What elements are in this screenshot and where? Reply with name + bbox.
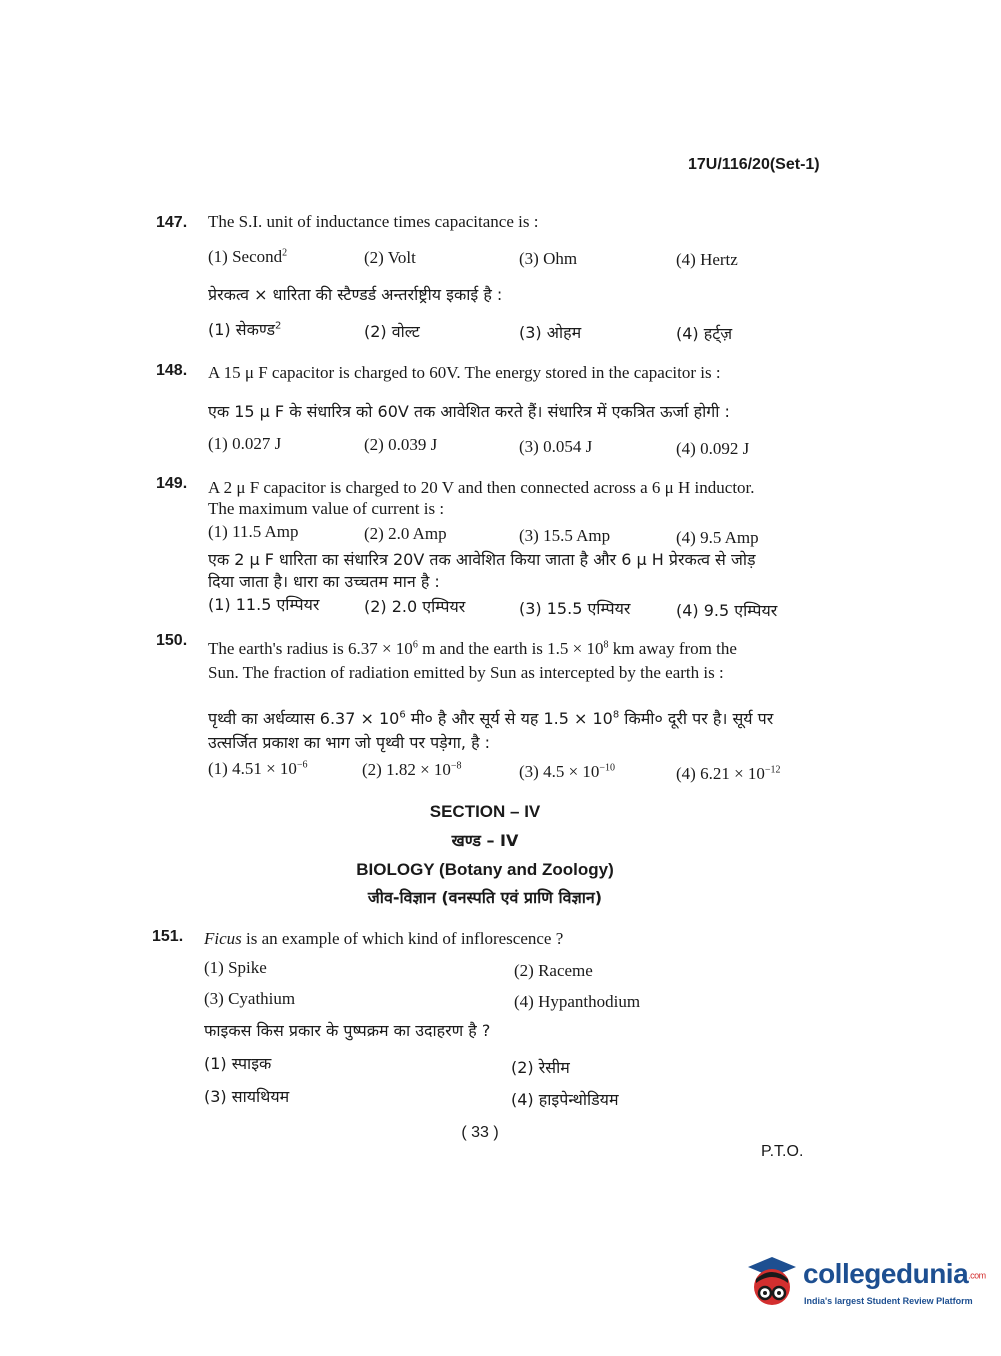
option-en-1: (1) Spike — [204, 958, 267, 977]
pto-label: P.T.O. — [761, 1143, 804, 1160]
option-1: (1) $4.51 \times 10^{-6}$ — [208, 759, 308, 778]
question-text-hi-line2: उत्सर्जित प्रकाश का भाग जो पृथ्वी पर पड़ेगा, है : — [208, 733, 491, 752]
option-en-4: (4) Hypanthodium — [514, 992, 641, 1011]
option-1: (1) 0.027 J — [208, 434, 282, 453]
question-number: 150. — [156, 632, 188, 649]
subject-title: BIOLOGY (Botany and Zoology) — [356, 860, 614, 879]
question-text-hi: एक 15 μ F के संधारित्र को 60V तक आवेशित करते हैं। संधारित्र में एकत्रित ऊर्जा होगी : — [208, 402, 730, 421]
logo-suffix: .com — [968, 1270, 986, 1281]
question-text-hi-line2: दिया जाता है। धारा का उच्चतम मान है : — [208, 572, 440, 591]
option-hi-2: (2) वोल्ट — [364, 322, 420, 341]
question-text-hi: प्रेरकत्व × धारिता की स्टैण्डर्ड अन्तर्राष्ट्रीय इकाई है : — [208, 285, 503, 304]
question-number: 149. — [156, 475, 188, 492]
option-hi-4: (4) 9.5 एम्पियर — [676, 601, 778, 620]
option-en-2: (2) Raceme — [514, 961, 593, 980]
option-en-3: (3) Cyathium — [204, 989, 296, 1008]
option-hi-1: (1) 11.5 एम्पियर — [208, 595, 320, 614]
option-en-1: (1) Second$^2$ — [208, 247, 288, 266]
question-text-hi: फाइकस किस प्रकार के पुष्पक्रम का उदाहरण है ? — [204, 1021, 491, 1040]
option-hi-2: (2) रेसीम — [511, 1058, 570, 1077]
option-2: (2) $1.82 \times 10^{-8}$ — [362, 760, 462, 779]
question-text-en-line2: The maximum value of current is : — [208, 499, 445, 518]
subject-title-hi: जीव-विज्ञान (वनस्पति एवं प्राणि विज्ञान) — [367, 888, 603, 907]
option-en-2: (2) 2.0 Amp — [364, 524, 447, 543]
option-4: (4) $6.21 \times 10^{-12}$ — [676, 764, 781, 783]
question-text-en-line1: A 2 μ F capacitor is charged to 20 V and then connected across a 6 μ H inductor. — [208, 478, 755, 497]
option-hi-3: (3) ओहम — [519, 323, 582, 342]
option-hi-3: (3) सायथियम — [204, 1087, 290, 1106]
logo-tagline: India's largest Student Review Platform — [804, 1296, 973, 1306]
option-2: (2) 0.039 J — [364, 435, 438, 454]
question-number: 151. — [152, 928, 184, 945]
question-text-en: Ficus is an example of which kind of inflorescence ? — [204, 929, 564, 948]
option-hi-1: (1) स्पाइक — [204, 1054, 272, 1073]
logo-wordmark: collegedunia.com — [803, 1258, 986, 1289]
section-title-hi: खण्ड – IV — [451, 831, 519, 850]
question-text-hi-line1: एक 2 μ F धारिता का संधारित्र 20V तक आवेशित किया जाता है और 6 μ H प्रेरकत्व से जोड़ — [208, 550, 756, 569]
question-text-en: A 15 μ F capacitor is charged to 60V. The energy stored in the capacitor is : — [208, 363, 721, 382]
question-number: 148. — [156, 362, 188, 379]
page-number: ( 33 ) — [461, 1124, 499, 1141]
option-hi-2: (2) 2.0 एम्पियर — [364, 597, 466, 616]
question-text-en-line1: The earth's radius is $6.37 \times 10^6$ m and the earth is $1.5 \times 10^8$ km away from the — [208, 639, 737, 658]
option-en-4: (4) 9.5 Amp — [676, 528, 759, 547]
question-text-hi-line1: पृथ्वी का अर्धव्यास $6.37 \times 10^6$ मी० है और सूर्य से यह $1.5 \times 10^8$ किमी० दूरी पर है। सूर्य पर — [208, 709, 774, 728]
option-hi-4: (4) हाइपेन्थोडियम — [511, 1090, 619, 1109]
option-3: (3) $4.5 \times 10^{-10}$ — [519, 762, 616, 781]
option-en-3: (3) Ohm — [519, 249, 578, 268]
section-title: SECTION – IV — [429, 802, 541, 821]
option-en-2: (2) Volt — [364, 248, 416, 267]
option-hi-1: (1) सेकण्ड$^2$ — [208, 320, 282, 339]
option-4: (4) 0.092 J — [676, 439, 750, 458]
collegedunia-logo-icon — [744, 1253, 800, 1309]
question-number: 147. — [156, 214, 188, 231]
option-en-3: (3) 15.5 Amp — [519, 526, 611, 545]
option-3: (3) 0.054 J — [519, 437, 593, 456]
option-hi-3: (3) 15.5 एम्पियर — [519, 599, 631, 618]
option-en-1: (1) 11.5 Amp — [208, 522, 299, 541]
paper-code: 17U/116/20(Set-1) — [688, 156, 820, 173]
question-text-en: The S.I. unit of inductance times capacitance is : — [208, 212, 539, 231]
option-hi-4: (4) हर्ट्ज़ — [676, 324, 733, 343]
question-text-en-line2: Sun. The fraction of radiation emitted by Sun as intercepted by the earth is : — [208, 663, 724, 682]
option-en-4: (4) Hertz — [676, 250, 738, 269]
